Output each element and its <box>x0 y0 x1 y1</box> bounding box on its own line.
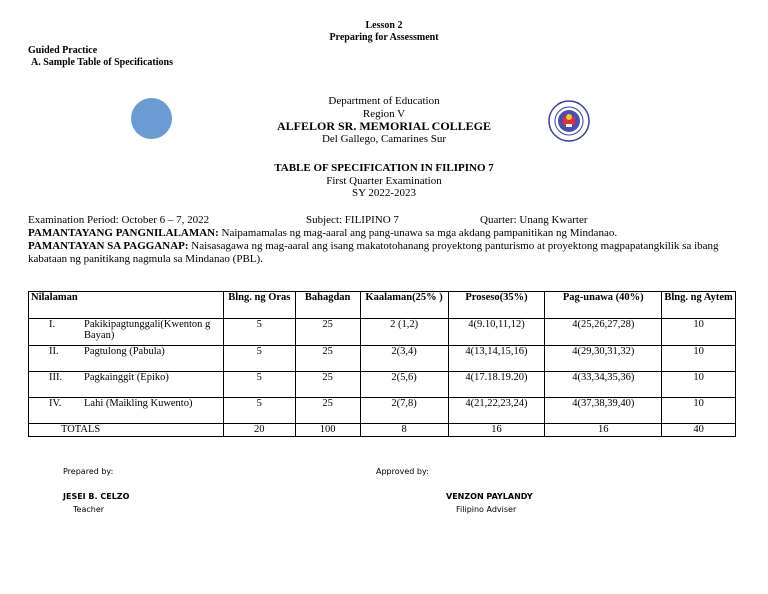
total-kaalaman: 8 <box>360 424 448 437</box>
college-name: ALFELOR SR. MEMORIAL COLLEGE <box>276 119 492 133</box>
exam-quarter: Quarter: Unang Kwarter <box>480 214 588 226</box>
total-proseso: 16 <box>448 424 545 437</box>
cell-kaalaman: 2(7,8) <box>360 398 448 424</box>
performance-standard <box>28 240 738 266</box>
cell-proseso: 4(9.10,11,12) <box>448 319 545 346</box>
cell-bahagdan: 25 <box>295 346 360 372</box>
approved-by-role: Filipino Adviser <box>456 505 517 514</box>
school-address: Del Gallego, Camarines Sur <box>321 133 447 145</box>
exam-name: First Quarter Examination <box>326 174 442 187</box>
cell-kaalaman: 2(5,6) <box>360 372 448 398</box>
exam-meta-row <box>28 214 738 227</box>
performance-standard-text: Naisasagawa ng mag-aaral ang isang makatotohanang proyektong panturismo at proyektong magpapatangkilik sa ibang kabataan ng panitikang nagmula sa Mindanao (PBL). <box>28 240 719 265</box>
school-header <box>0 95 768 146</box>
header-aytem: Blng. ng Aytem <box>662 292 736 319</box>
region-name: Region V <box>362 107 406 120</box>
cell-kaalaman: 2 (1,2) <box>360 319 448 346</box>
guided-heading: Guided Practice <box>28 45 98 56</box>
cell-oras: 5 <box>223 372 295 398</box>
approved-by-name: VENZON PAYLANDY <box>446 492 533 501</box>
header-nilalaman: Nilalaman <box>29 292 224 319</box>
prepared-by-label: Prepared by: <box>63 467 114 476</box>
cell-aytem: 10 <box>662 398 736 424</box>
document-title: TABLE OF SPECIFICATION IN FILIPINO 7 <box>274 162 494 174</box>
approved-by-label: Approved by: <box>376 467 429 476</box>
exam-period: Examination Period: October 6 – 7, 2022 <box>28 214 210 226</box>
cell-aytem: 10 <box>662 346 736 372</box>
total-aytem: 40 <box>662 424 736 437</box>
content-cell <box>29 319 224 346</box>
cell-aytem: 10 <box>662 319 736 346</box>
guided-practice <box>28 45 173 69</box>
content-cell <box>29 346 224 372</box>
table-row <box>29 319 736 346</box>
document-title-block <box>0 162 768 200</box>
row-roman: IV. <box>49 398 62 409</box>
content-cell <box>29 372 224 398</box>
row-content: Pakikipagtunggali(Kwenton g Bayan) <box>84 319 211 341</box>
cell-pagunawa: 4(37,38,39,40) <box>545 398 662 424</box>
cell-oras: 5 <box>223 319 295 346</box>
table-row <box>29 372 736 398</box>
lesson-number: Lesson 2 <box>365 20 403 31</box>
totals-label: TOTALS <box>29 424 224 437</box>
exam-info <box>28 214 738 266</box>
exam-subject: Subject: FILIPINO 7 <box>306 214 399 226</box>
row-content: Pagkainggit (Epiko) <box>84 372 169 383</box>
cell-oras: 5 <box>223 398 295 424</box>
specification-table <box>28 291 736 437</box>
cell-bahagdan: 25 <box>295 398 360 424</box>
prepared-by-role: Teacher <box>73 505 105 514</box>
row-roman: II. <box>49 346 59 357</box>
totals-row <box>29 424 736 437</box>
cell-proseso: 4(13,14,15,16) <box>448 346 545 372</box>
table-row <box>29 398 736 424</box>
row-roman: III. <box>49 372 63 383</box>
table-row <box>29 346 736 372</box>
total-bahagdan: 100 <box>295 424 360 437</box>
header-bahagdan: Bahagdan <box>295 292 360 319</box>
cell-bahagdan: 25 <box>295 372 360 398</box>
guided-subheading: A. Sample Table of Specifications <box>31 57 173 68</box>
content-standard <box>28 227 738 240</box>
cell-aytem: 10 <box>662 372 736 398</box>
cell-bahagdan: 25 <box>295 319 360 346</box>
content-standard-text: Naipamamalas ng mag-aaral ang pang-unawa sa mga akdang pampanitikan ng Mindanao. <box>221 227 618 239</box>
school-year: SY 2022-2023 <box>351 187 417 199</box>
header-proseso: Proseso(35%) <box>448 292 545 319</box>
cell-pagunawa: 4(25,26,27,28) <box>545 319 662 346</box>
header-kaalaman: Kaalaman(25% ) <box>360 292 448 319</box>
content-cell <box>29 398 224 424</box>
cell-proseso: 4(17.18.19.20) <box>448 372 545 398</box>
lesson-title: Preparing for Assessment <box>329 32 439 43</box>
cell-oras: 5 <box>223 346 295 372</box>
cell-pagunawa: 4(33,34,35,36) <box>545 372 662 398</box>
row-content: Pagtulong (Pabula) <box>84 346 165 357</box>
lesson-heading <box>0 20 768 44</box>
content-standard-label: PAMANTAYANG PANGNILALAMAN: <box>28 227 219 239</box>
row-content: Lahi (Maikling Kuwento) <box>84 398 193 409</box>
cell-kaalaman: 2(3,4) <box>360 346 448 372</box>
department-name: Department of Education <box>328 95 440 107</box>
header-oras: Blng. ng Oras <box>223 292 295 319</box>
row-roman: I. <box>49 319 56 330</box>
total-pagunawa: 16 <box>545 424 662 437</box>
performance-standard-label: PAMANTAYAN SA PAGGANAP: <box>28 240 189 252</box>
total-oras: 20 <box>223 424 295 437</box>
cell-pagunawa: 4(29,30,31,32) <box>545 346 662 372</box>
cell-proseso: 4(21,22,23,24) <box>448 398 545 424</box>
prepared-by-name: JESEI B. CELZO <box>63 492 130 501</box>
header-pagunawa: Pag-unawa (40%) <box>545 292 662 319</box>
